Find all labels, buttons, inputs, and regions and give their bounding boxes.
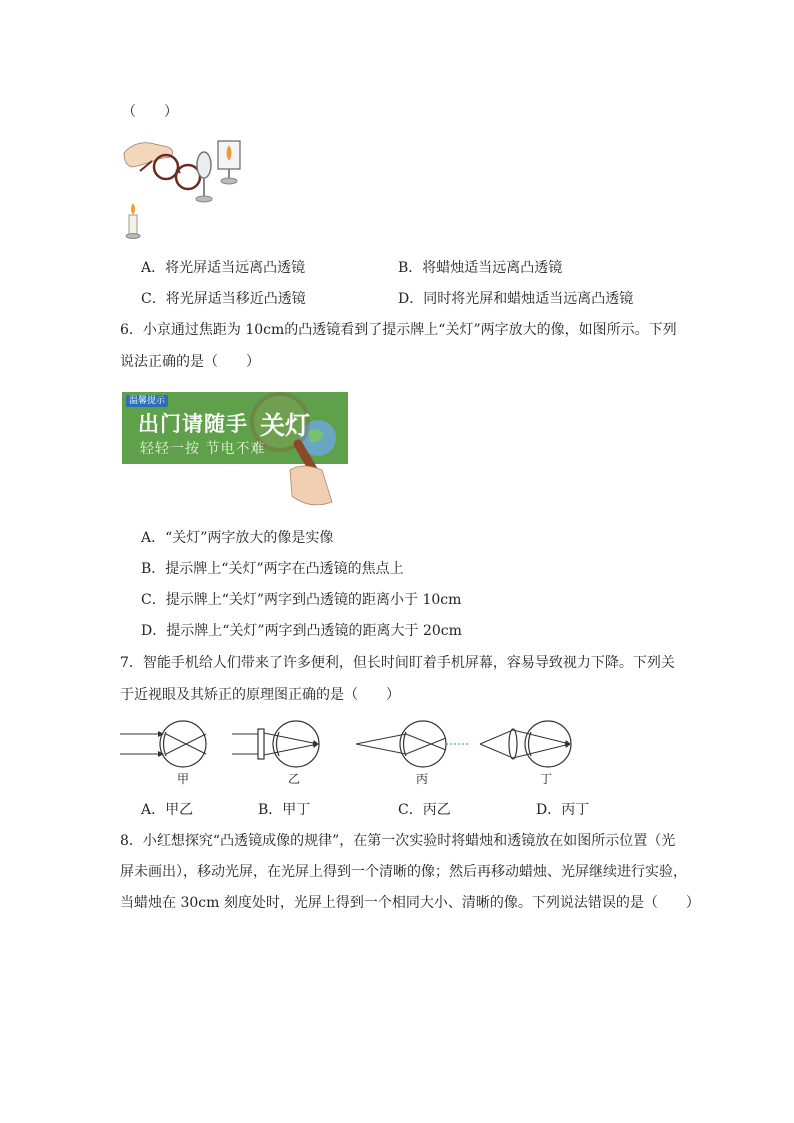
glasses-right-lens (176, 165, 200, 189)
eye-label-ding: 丁 (540, 772, 553, 786)
candle-flame (131, 203, 135, 215)
glasses-lens-candle-figure (120, 135, 250, 245)
sign-magnifier-figure (122, 392, 348, 510)
sign-title: 出门请随手 (138, 412, 248, 436)
q7-stem-line2: 于近视眼及其矫正的原理图正确的是（ ） (120, 687, 400, 703)
q6-stem-line1: 6．小京通过焦距为 10cm的凸透镜看到了提示牌上“关灯”两字放大的像，如图所示。下列 (120, 322, 677, 338)
sign-magnified-text: 关灯 (260, 411, 311, 440)
q7-option-a: A．甲乙 (141, 802, 194, 818)
q6-option-d: D．提示牌上“关灯”两字到凸透镜的距离大于 20cm (141, 623, 462, 639)
q6-option-b: B．提示牌上“关灯”两字在凸透镜的焦点上 (141, 561, 404, 577)
q8-stem-line2: 屏未画出），移动光屏，在光屏上得到一个清晰的像；然后再移动蜡烛、光屏继续进行实验， (120, 864, 687, 880)
hand-shape (290, 466, 332, 505)
q7-option-c: C．丙乙 (398, 802, 451, 818)
magnifier-overlay (122, 392, 348, 510)
glasses-left-lens (154, 155, 178, 179)
eye-label-yi: 乙 (288, 772, 301, 786)
q6-option-a: A．“关灯”两字放大的像是实像 (141, 530, 334, 546)
eye-diagrams-figure (118, 720, 588, 770)
eye-diagram-ding (480, 721, 571, 767)
convex-lens (197, 152, 211, 178)
q8-stem-line3: 当蜡烛在 30cm 刻度处时，光屏上得到一个相同大小、清晰的像。下列说法错误的是（ ） (120, 895, 700, 911)
q7-stem-line1: 7．智能手机给人们带来了许多便利，但长时间盯着手机屏幕，容易导致视力下降。下列关 (120, 655, 675, 671)
q7-option-b: B．甲丁 (258, 802, 311, 818)
q5-option-a: A．将光屏适当远离凸透镜 (141, 260, 306, 276)
q8-stem-line1: 8．小红想探究“凸透镜成像的规律”，在第一次实验时将蜡烛和透镜放在如图所示位置（光 (120, 833, 676, 849)
candle-body (129, 215, 137, 235)
q5-option-c: C．将光屏适当移近凸透镜 (141, 291, 306, 307)
eye-label-bing: 丙 (416, 772, 429, 786)
eye-diagram-yi (232, 721, 319, 767)
q7-option-d: D．丙丁 (536, 802, 590, 818)
q5-option-d: D．同时将光屏和蜡烛适当远离凸透镜 (398, 291, 634, 307)
eye-diagram-jia (120, 721, 206, 767)
q6-stem-line2: 说法正确的是（ ） (120, 354, 260, 370)
q6-option-c: C．提示牌上“关灯”两字到凸透镜的距离小于 10cm (141, 592, 462, 608)
sign-tag: 温馨提示 (126, 395, 168, 407)
q5-bracket: （ ） (122, 104, 178, 120)
sign-subtitle: 轻轻一按 节电不难 (140, 441, 266, 457)
eye-label-jia: 甲 (177, 772, 190, 786)
eye-diagram-bing (356, 721, 468, 767)
q5-option-b: B．将蜡烛适当远离凸透镜 (398, 260, 563, 276)
